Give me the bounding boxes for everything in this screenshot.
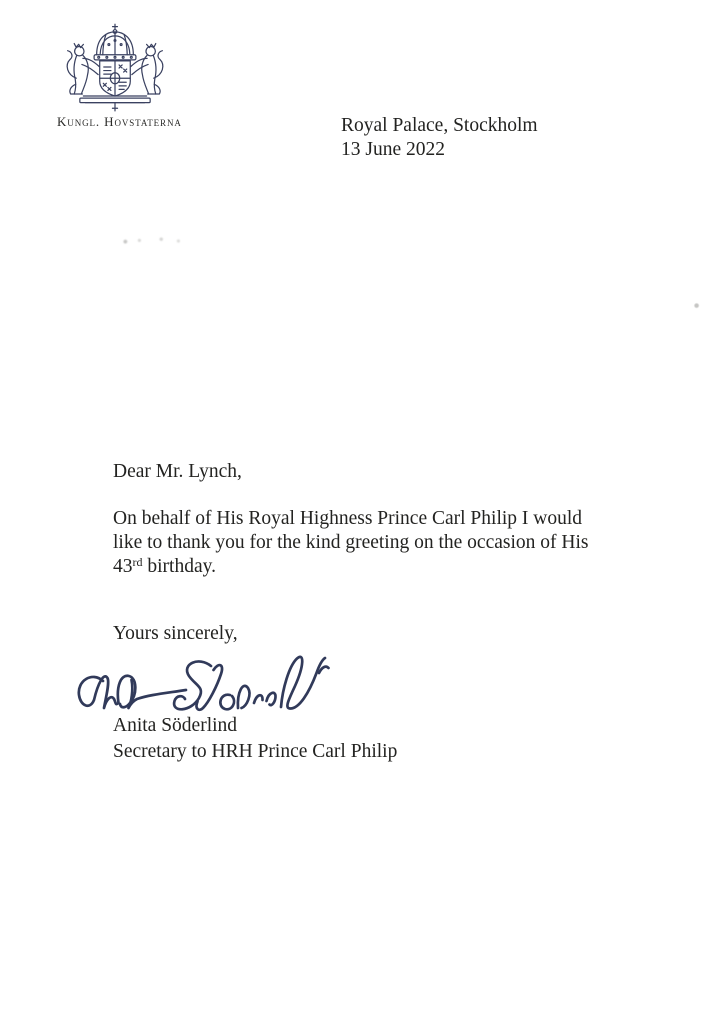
ordinal-suffix: rd <box>132 555 143 569</box>
paragraph-line-1: On behalf of His Royal Highness Prince Carl Philip I would <box>113 508 583 529</box>
birthday-number: 43 <box>113 556 133 577</box>
dateline <box>341 114 538 161</box>
royal-coat-of-arms-icon <box>62 22 168 112</box>
dateline-date: 13 June 2022 <box>341 138 445 160</box>
paragraph-line-3 <box>113 555 633 579</box>
scan-speck-artifact <box>693 302 701 310</box>
dateline-place: Royal Palace, Stockholm <box>341 115 538 136</box>
sender-title: Secretary to HRH Prince Carl Philip <box>113 741 398 762</box>
closing-valediction: Yours sincerely, <box>113 623 238 644</box>
scan-smudge-artifact <box>116 235 194 247</box>
salutation: Dear Mr. Lynch, <box>113 461 242 482</box>
organization-name: Kungl. Hovstaterna <box>57 114 182 129</box>
paragraph-line-2: like to thank you for the kind greeting on the occasion of His <box>113 532 589 553</box>
body-paragraph <box>113 507 633 579</box>
sender-name: Anita Söderlind <box>113 715 238 736</box>
paragraph-line-3-rest: birthday. <box>142 556 216 577</box>
